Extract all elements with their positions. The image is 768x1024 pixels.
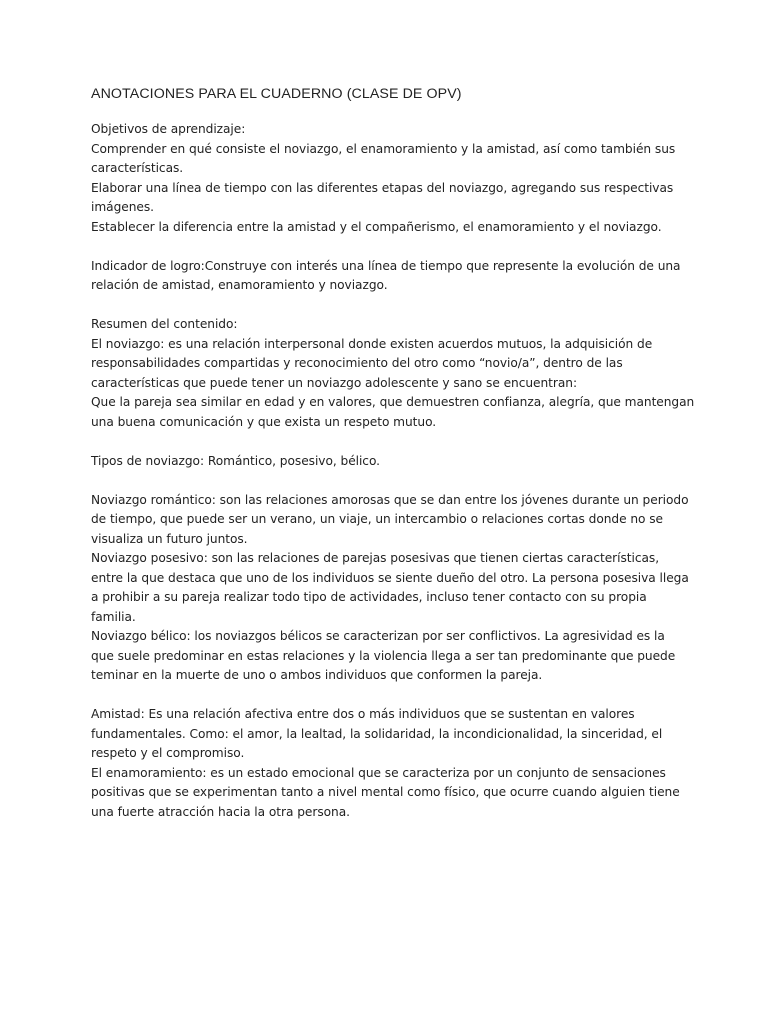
text-line: Tipos de noviazgo: Romántico, posesivo, bélico. (91, 453, 380, 468)
text-line: de tiempo, que puede ser un verano, un viaje, un intercambio o relaciones cortas donde no se (91, 512, 664, 526)
text-line: que suele predominar en estas relaciones y la violencia llega a ser tan predominante que puede (91, 648, 676, 663)
text-line: Elaborar una línea de tiempo con las diferentes etapas del noviazgo, agregando sus respectivas (91, 180, 674, 195)
paragraph (91, 452, 671, 472)
text-line: Resumen del contenido: (91, 317, 238, 331)
text-line: responsabilidades compartidas y reconocimiento del otro como “novio/a”, dentro de las (91, 356, 623, 370)
text-line: fundamentales. Como: el amor, la lealtad, la solidaridad, la incondicionalidad, la sinceridad, el (91, 726, 663, 741)
document-body (91, 120, 695, 822)
text-line: positivas que se experimentan tanto a nivel mental como físico, que ocurre cuando alguien tiene (91, 785, 680, 799)
text-line: El enamoramiento: es un estado emocional que se caracteriza por un conjunto de sensaciones (91, 765, 666, 780)
paragraph-gap (91, 296, 671, 316)
paragraph-gap (91, 237, 671, 257)
text-line: Comprender en qué consiste el noviazgo, el enamoramiento y la amistad, así como también sus (91, 141, 676, 156)
text-line: una fuerte atracción hacia la otra persona. (91, 804, 350, 819)
paragraph-gap (91, 432, 671, 452)
text-line: Indicador de logro:Construye con interés una línea de tiempo que represente la evolución de una (91, 258, 681, 273)
text-line: Amistad: Es una relación afectiva entre dos o más individuos que se sustentan en valores (91, 707, 635, 721)
text-line: Que la pareja sea similar en edad y en valores, que demuestren confianza, alegría, que mantengan (91, 395, 695, 409)
text-line: una buena comunicación y que exista un respeto mutuo. (91, 414, 437, 429)
paragraph (91, 257, 681, 296)
text-line: Noviazgo bélico: los noviazgos bélicos se caracterizan por ser conflictivos. La agresividad es la (91, 629, 665, 643)
text-line: Objetivos de aprendizaje: (91, 122, 246, 136)
text-line: teminar en la muerte de uno o ambos individuos que conformen la pareja. (91, 668, 543, 682)
document-page (91, 84, 695, 822)
document-title: ANOTACIONES PARA EL CUADERNO (CLASE DE OPV) (91, 86, 462, 102)
text-line: familia. (91, 609, 136, 624)
text-line: entre la que destaca que uno de los individuos se siente dueño del otro. La persona posesiva llega (91, 570, 689, 585)
paragraph (91, 491, 689, 686)
paragraph-gap (91, 686, 671, 706)
text-line: a prohibir a su pareja realizar todo tipo de actividades, incluso tener contacto con su propia (91, 590, 647, 604)
text-line: El noviazgo: es una relación interpersonal donde existen acuerdos mutuos, la adquisición de (91, 336, 653, 351)
paragraph (91, 120, 676, 237)
text-line: visualiza un futuro juntos. (91, 531, 248, 546)
text-line: Noviazgo posesivo: son las relaciones de parejas posesivas que tienen ciertas características, (91, 551, 660, 565)
paragraph (91, 705, 680, 822)
text-line: características que puede tener un noviazgo adolescente y sano se encuentran: (91, 375, 578, 390)
text-line: imágenes. (91, 200, 154, 214)
paragraph (91, 315, 695, 432)
text-line: Establecer la diferencia entre la amistad y el compañerismo, el enamoramiento y el noviazgo. (91, 219, 662, 234)
paragraph-gap (91, 471, 671, 491)
text-line: Noviazgo romántico: son las relaciones amorosas que se dan entre los jóvenes durante un periodo (91, 492, 689, 507)
text-line: características. (91, 161, 184, 175)
text-line: relación de amistad, enamoramiento y noviazgo. (91, 278, 388, 292)
text-line: respeto y el compromiso. (91, 746, 245, 760)
